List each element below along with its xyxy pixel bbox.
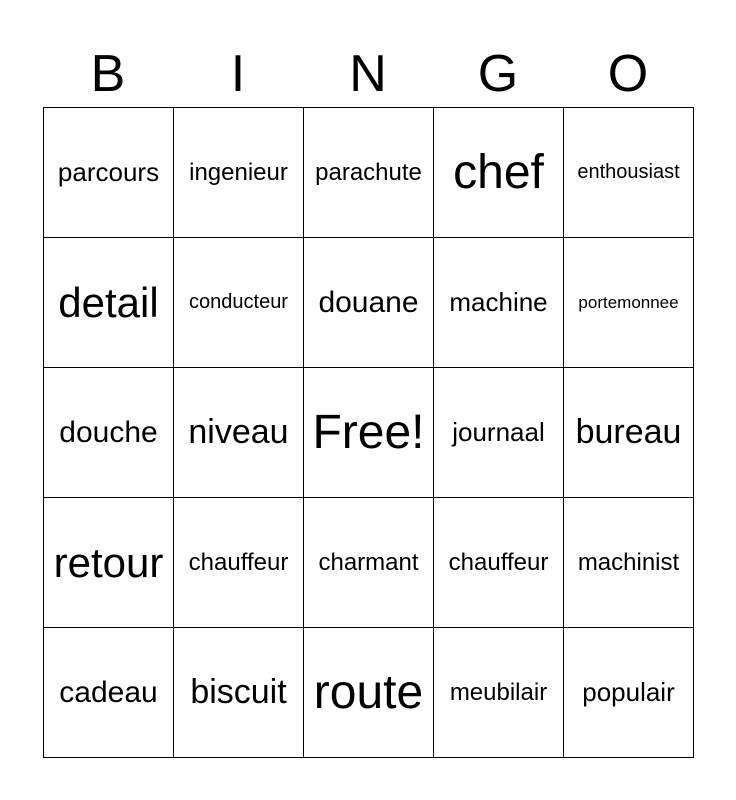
bingo-cell[interactable]: parachute	[304, 108, 434, 238]
free-space-cell[interactable]: Free!	[304, 368, 434, 498]
bingo-cell[interactable]: portemonnee	[564, 238, 694, 368]
bingo-cell[interactable]: cadeau	[44, 628, 174, 758]
bingo-cell[interactable]: biscuit	[174, 628, 304, 758]
bingo-cell[interactable]: retour	[44, 498, 174, 628]
bingo-cell[interactable]: meubilair	[434, 628, 564, 758]
bingo-header	[43, 40, 693, 108]
bingo-cell[interactable]: charmant	[304, 498, 434, 628]
header-letter-g: G	[477, 45, 519, 103]
bingo-cell[interactable]: bureau	[564, 368, 694, 498]
bingo-cell[interactable]: journaal	[434, 368, 564, 498]
bingo-cell[interactable]: parcours	[44, 108, 174, 238]
header-letter-o: O	[607, 45, 649, 103]
bingo-cell[interactable]: douche	[44, 368, 174, 498]
bingo-cell[interactable]: niveau	[174, 368, 304, 498]
bingo-cell[interactable]: machinist	[564, 498, 694, 628]
bingo-cell[interactable]: chef	[434, 108, 564, 238]
header-letter-i: I	[230, 45, 246, 103]
bingo-board	[43, 107, 694, 758]
bingo-cell[interactable]: chauffeur	[174, 498, 304, 628]
bingo-cell[interactable]: ingenieur	[174, 108, 304, 238]
bingo-cell[interactable]: douane	[304, 238, 434, 368]
header-letter-n: N	[349, 45, 387, 103]
bingo-cell[interactable]: enthousiast	[564, 108, 694, 238]
bingo-cell[interactable]: chauffeur	[434, 498, 564, 628]
bingo-cell[interactable]: populair	[564, 628, 694, 758]
header-letter-b: B	[90, 45, 126, 103]
bingo-cell[interactable]: route	[304, 628, 434, 758]
bingo-cell[interactable]: machine	[434, 238, 564, 368]
bingo-cell[interactable]: detail	[44, 238, 174, 368]
bingo-cell[interactable]: conducteur	[174, 238, 304, 368]
